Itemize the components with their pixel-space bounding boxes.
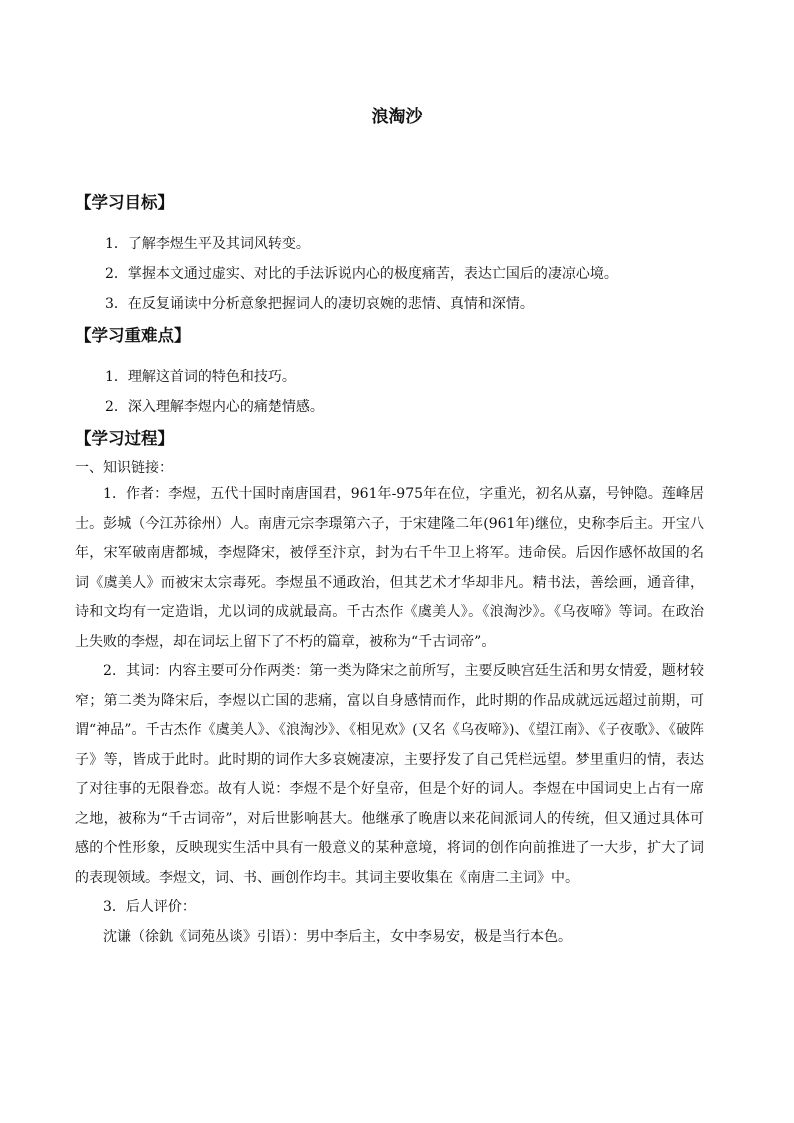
objective-item: 3．在反复诵读中分析意象把握词人的凄切哀婉的悲情、真情和深情。 bbox=[105, 296, 534, 312]
key-points-list bbox=[75, 362, 704, 422]
objectives-list bbox=[75, 229, 704, 319]
document-title: 浪淘沙 bbox=[371, 107, 423, 127]
evaluation-quote: 沈谦（徐釚《词苑丛谈》引语）：男中李后主，女中李易安，极是当行本色。 bbox=[103, 928, 572, 945]
section-heading-key-points: 【学习重难点】 bbox=[75, 326, 191, 345]
key-point-item: 1．理解这首词的特色和技巧。 bbox=[105, 369, 296, 385]
objective-item: 1．了解李煜生平及其词风转变。 bbox=[105, 236, 310, 252]
knowledge-link-label: 一、知识链接： bbox=[75, 460, 173, 476]
section-heading-objectives: 【学习目标】 bbox=[75, 193, 174, 212]
section-heading-process: 【学习过程】 bbox=[75, 429, 174, 448]
ci-paragraph: 2．其词：内容主要可分作两类：第一类为降宋之前所写，主要反映宫廷生活和男女情爱，题材较窄；第二类为降宋后，李煜以亡国的悲痛，富以自身感情而作，此时期的作品成就远远超过前期，可谓“神品”。千古杰作《虞美人》、《浪淘沙》、《相见欢》(又名《乌夜啼》)、《望江南》、《子夜歌》、《破阵子》等，皆成于此时。此时期的词作大多哀婉凄凉，主要抒发了自己凭栏远望。梦里重归的情，表达了对往事的无限眷恋。故有人说：李煜不是个好皇帝，但是个好的词人。李煜在中国词史上占有一席之地，被称为“千古词帝”，对后世影响甚大。他继承了晚唐以来花间派词人的传统，但又通过具体可感的个性形象，反映现实生活中具有一般意义的某种意境，将词的创作向前推进了一大步，扩大了词的表现领域。李煜文，词、书、画创作均丰。其词主要收集在《南唐二主词》中。 bbox=[75, 663, 704, 886]
objective-item: 2．掌握本文通过虚实、对比的手法诉说内心的极度痛苦，表达亡国后的凄凉心境。 bbox=[105, 266, 618, 282]
key-point-item: 2．深入理解李煜内心的痛楚情感。 bbox=[105, 399, 324, 415]
author-paragraph: 1．作者：李煜，五代十国时南唐国君，961年-975年在位，字重光，初名从嘉，号钟隐。莲峰居士。彭城（今江苏徐州）人。南唐元宗李璟第六子，于宋建隆二年(961年)继位，史称李后主。开宝八年，宋军破南唐都城，李煜降宋，被俘至汴京，封为右千牛卫上将军。违命侯。后因作感怀故国的名词《虞美人》而被宋太宗毒死。李煜虽不通政治，但其艺术才华却非凡。精书法，善绘画，通音律，诗和文均有一定造诣，尤以词的成就最高。千古杰作《虞美人》。《浪淘沙》。《乌夜啼》等词。在政治上失败的李煜，却在词坛上留下了不朽的篇章，被称为“千古词帝”。 bbox=[75, 486, 704, 650]
evaluation-label: 3．后人评价： bbox=[103, 899, 196, 915]
